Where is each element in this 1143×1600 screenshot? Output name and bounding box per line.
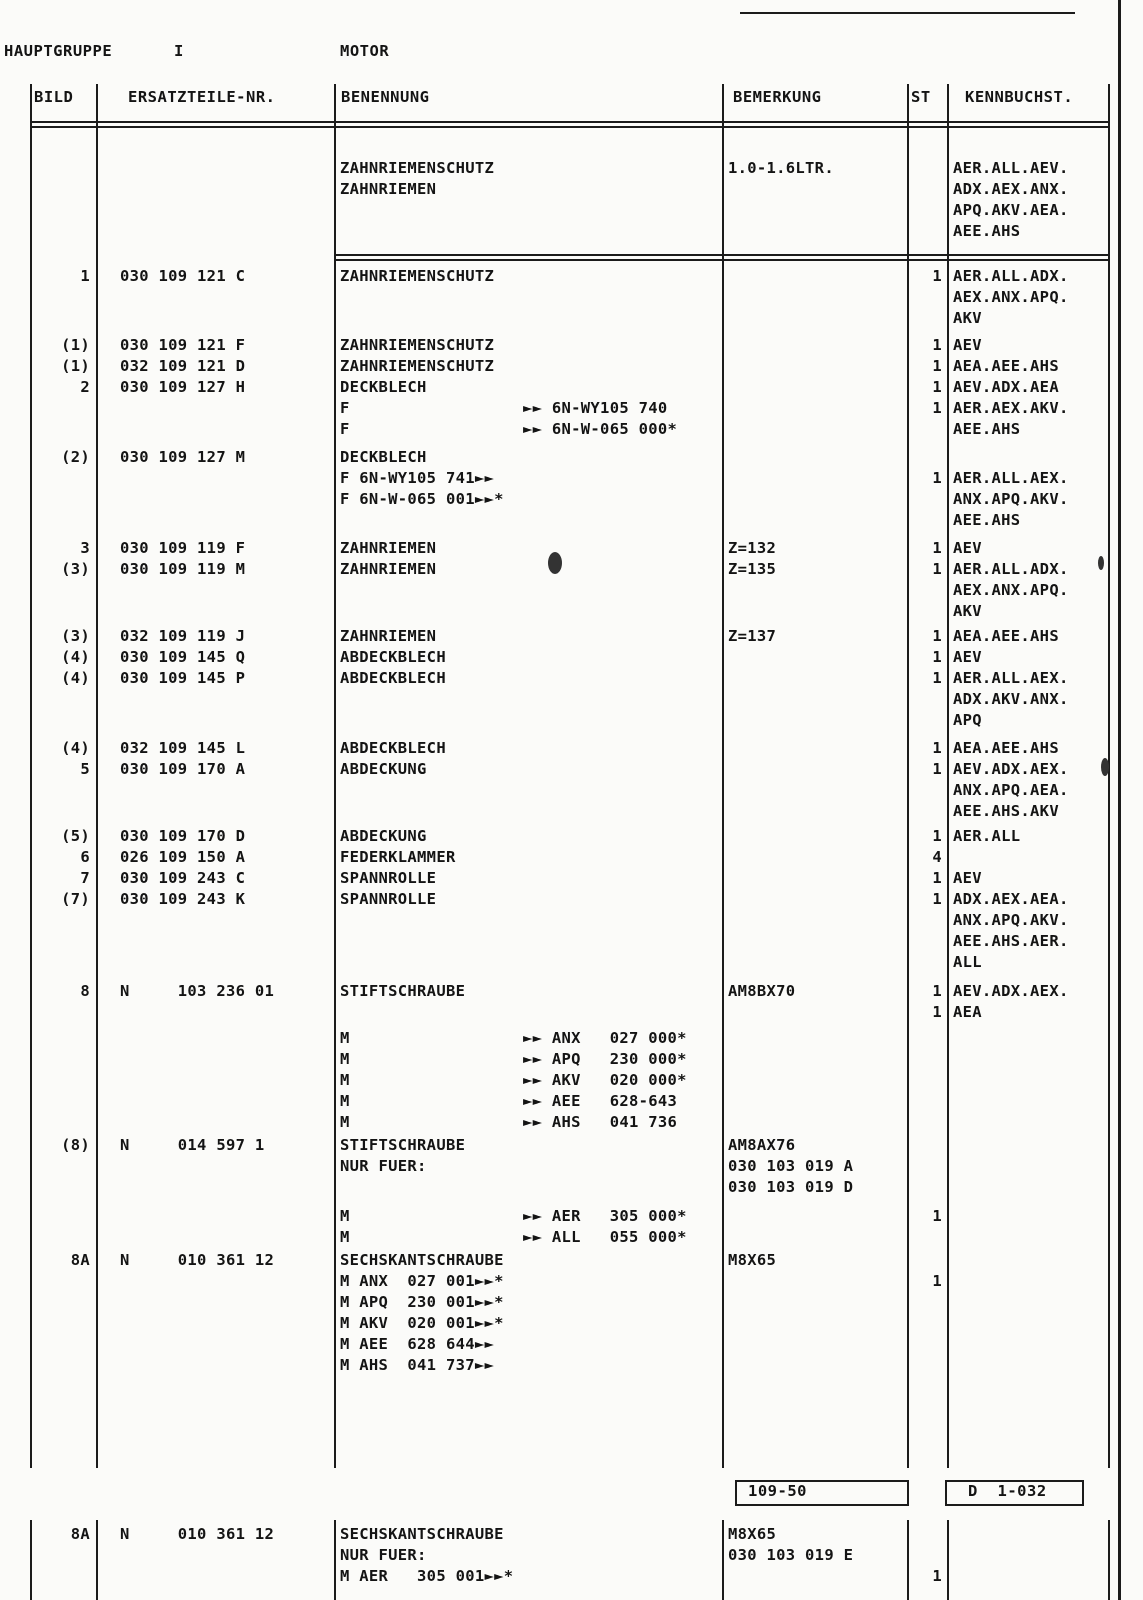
cell-st: 1 xyxy=(932,469,942,487)
cell-benennung: SECHSKANTSCHRAUBE M ANX 027 001►►* M APQ 230 001►►* M AKV 020 001►►* M AEE 628 644►► M AHS 041 737►► xyxy=(340,1251,504,1374)
cell-benennung: SPANNROLLE xyxy=(340,890,437,908)
bottom-col-line-left xyxy=(30,1520,32,1600)
cell-st: 4 xyxy=(932,848,942,866)
cell-bild: 3 xyxy=(80,539,90,557)
cell-part-number: 030 109 243 C xyxy=(120,869,246,887)
cell-bild: 8A xyxy=(70,1525,90,1543)
bottom-col-line-bild xyxy=(96,1520,98,1600)
cell-bild: 6 xyxy=(80,848,90,866)
cell-kennbuchst: AEA.AEE.AHS xyxy=(953,357,1059,375)
scan-speck xyxy=(1101,758,1109,776)
cell-part-number: N 010 361 12 xyxy=(120,1251,275,1269)
hauptgruppe-label: HAUPTGRUPPE xyxy=(4,42,113,60)
cell-part-number: 026 109 150 A xyxy=(120,848,246,866)
cell-bild: (7) xyxy=(61,890,90,908)
cell-benennung: ZAHNRIEMENSCHUTZ ZAHNRIEMEN xyxy=(340,159,495,198)
cell-st: 1 xyxy=(932,1567,942,1585)
cell-benennung: M ►► ANX 027 000* M ►► APQ 230 000* M ►► AKV 020 000* M ►► AEE 628-643 M ►► AHS 041 736 xyxy=(340,1029,687,1131)
cell-benennung: ZAHNRIEMENSCHUTZ xyxy=(340,357,495,375)
cell-bild: (3) xyxy=(61,627,90,645)
cell-bild: 7 xyxy=(80,869,90,887)
cell-part-number: 032 109 145 L xyxy=(120,739,246,757)
bottom-col-line-st xyxy=(947,1520,949,1600)
col-header-bild: BILD xyxy=(34,88,74,106)
cell-st: 1 xyxy=(932,336,942,354)
col-header-benennung: BENENNUNG xyxy=(341,88,430,106)
cell-st: 1 xyxy=(932,627,942,645)
cell-kennbuchst: AER.ALL.ADX. AEX.ANX.APQ. AKV xyxy=(953,560,1069,620)
footer-right-code: D 1-032 xyxy=(968,1482,1047,1500)
cell-part-number: 030 109 119 F xyxy=(120,539,246,557)
col-header-kennbuchst: KENNBUCHST. xyxy=(965,88,1074,106)
cell-bild: 8 xyxy=(80,982,90,1000)
cell-bild: 8A xyxy=(70,1251,90,1269)
col-header-st: ST xyxy=(911,88,931,106)
scan-speck xyxy=(1098,556,1104,570)
cell-benennung: SPANNROLLE xyxy=(340,869,437,887)
cell-benennung: STIFTSCHRAUBE xyxy=(340,982,466,1000)
cell-bild: 2 xyxy=(80,378,90,396)
bottom-col-line-right xyxy=(1108,1520,1110,1600)
col-line-bild xyxy=(96,84,98,1468)
cell-bild: (1) xyxy=(61,357,90,375)
cell-kennbuchst: AER.ALL.AEX. ANX.APQ.AKV. AEE.AHS xyxy=(953,469,1069,529)
cell-kennbuchst: AEV.ADX.AEA AER.AEX.AKV. AEE.AHS xyxy=(953,378,1069,438)
section-rule-1 xyxy=(334,254,1108,256)
col-line-nr xyxy=(334,84,336,1468)
cell-part-number: 032 109 119 J xyxy=(120,627,246,645)
cell-kennbuchst: AEV.ADX.AEX. ANX.APQ.AEA. AEE.AHS.AKV xyxy=(953,760,1069,820)
col-line-st xyxy=(947,84,949,1468)
col-line-right xyxy=(1108,84,1110,1468)
cell-benennung: DECKBLECH F ►► 6N-WY105 740 F ►► 6N-W-065 000* xyxy=(340,378,678,438)
top-rule xyxy=(740,12,1075,14)
col-line-bem xyxy=(907,84,909,1468)
cell-bemerkung: M8X65 xyxy=(728,1251,777,1269)
cell-kennbuchst: AER.ALL.AEX. ADX.AKV.ANX. APQ xyxy=(953,669,1069,729)
page-edge-right xyxy=(1118,0,1121,1600)
cell-kennbuchst: AEA.AEE.AHS xyxy=(953,739,1059,757)
cell-st: 1 xyxy=(932,739,942,757)
cell-benennung: ABDECKUNG xyxy=(340,760,427,778)
cell-bild: 5 xyxy=(80,760,90,778)
cell-part-number: N 014 597 1 xyxy=(120,1136,265,1154)
cell-part-number: 030 109 145 P xyxy=(120,669,246,687)
cell-benennung: ABDECKBLECH xyxy=(340,669,446,687)
cell-bemerkung: 1.0-1.6LTR. xyxy=(728,159,834,177)
cell-st: 1 xyxy=(932,539,942,557)
cell-bemerkung: AM8AX76 030 103 019 A 030 103 019 D xyxy=(728,1136,854,1196)
cell-st: 1 xyxy=(932,357,942,375)
cell-kennbuchst: AER.ALL.ADX. AEX.ANX.APQ. AKV xyxy=(953,267,1069,327)
cell-benennung: ABDECKBLECH xyxy=(340,648,446,666)
cell-part-number: 030 109 121 F xyxy=(120,336,246,354)
cell-bemerkung: Z=135 xyxy=(728,560,777,578)
cell-part-number: 030 109 145 Q xyxy=(120,648,246,666)
cell-part-number: 030 109 121 C xyxy=(120,267,246,285)
section-rule-2 xyxy=(334,259,1108,261)
cell-part-number: N 010 361 12 xyxy=(120,1525,275,1543)
cell-kennbuchst: ADX.AEX.AEA. ANX.APQ.AKV. AEE.AHS.AER. ALL xyxy=(953,890,1069,971)
cell-st: 1 xyxy=(932,760,942,778)
cell-benennung: ABDECKUNG xyxy=(340,827,427,845)
scan-speck xyxy=(548,552,562,574)
cell-benennung: ZAHNRIEMENSCHUTZ xyxy=(340,336,495,354)
cell-part-number: N 103 236 01 xyxy=(120,982,275,1000)
cell-st: 1 xyxy=(932,827,942,845)
cell-benennung: ZAHNRIEMEN xyxy=(340,560,437,578)
cell-st: 1 xyxy=(932,669,942,687)
cell-bild: (3) xyxy=(61,560,90,578)
cell-bild: (1) xyxy=(61,336,90,354)
cell-benennung: STIFTSCHRAUBE NUR FUER: xyxy=(340,1136,466,1175)
col-line-ben xyxy=(722,84,724,1468)
cell-st: 1 xyxy=(932,869,942,887)
cell-bild: 1 xyxy=(80,267,90,285)
cell-bild: (4) xyxy=(61,669,90,687)
cell-bemerkung: M8X65 030 103 019 E xyxy=(728,1525,854,1564)
footer-left-code: 109-50 xyxy=(748,1482,807,1500)
cell-part-number: 030 109 127 M xyxy=(120,448,246,466)
cell-part-number: 030 109 170 D xyxy=(120,827,246,845)
cell-benennung: DECKBLECH F 6N-WY105 741►► F 6N-W-065 001►►* xyxy=(340,448,504,508)
cell-st: 1 xyxy=(932,890,942,908)
cell-kennbuchst: AER.ALL.AEV. ADX.AEX.ANX. APQ.AKV.AEA. AEE.AHS xyxy=(953,159,1069,240)
hauptgruppe-number: I xyxy=(174,42,184,60)
cell-st: 1 xyxy=(932,1207,942,1225)
cell-kennbuchst: AEV xyxy=(953,648,982,666)
col-header-bemerkung: BEMERKUNG xyxy=(733,88,822,106)
cell-bemerkung: AM8BX70 xyxy=(728,982,796,1000)
col-line-left xyxy=(30,84,32,1468)
group-name: MOTOR xyxy=(340,42,390,60)
cell-kennbuchst: AER.ALL xyxy=(953,827,1021,845)
cell-st: 1 xyxy=(932,648,942,666)
cell-benennung: ZAHNRIEMEN xyxy=(340,539,437,557)
cell-part-number: 032 109 121 D xyxy=(120,357,246,375)
cell-bild: (8) xyxy=(61,1136,90,1154)
cell-st: 1 xyxy=(932,1272,942,1290)
cell-bemerkung: Z=132 xyxy=(728,539,777,557)
cell-kennbuchst: AEV xyxy=(953,869,982,887)
cell-part-number: 030 109 127 H xyxy=(120,378,246,396)
cell-bild: (2) xyxy=(61,448,90,466)
cell-st: 1 xyxy=(932,267,942,285)
cell-part-number: 030 109 119 M xyxy=(120,560,246,578)
bottom-col-line-bem xyxy=(907,1520,909,1600)
cell-bild: (5) xyxy=(61,827,90,845)
cell-part-number: 030 109 243 K xyxy=(120,890,246,908)
cell-benennung: ZAHNRIEMENSCHUTZ xyxy=(340,267,495,285)
cell-st: 1 xyxy=(932,560,942,578)
cell-benennung: FEDERKLAMMER xyxy=(340,848,456,866)
cell-kennbuchst: AEV.ADX.AEX. AEA xyxy=(953,982,1069,1021)
cell-kennbuchst: AEV xyxy=(953,539,982,557)
cell-benennung: ZAHNRIEMEN xyxy=(340,627,437,645)
cell-benennung: SECHSKANTSCHRAUBE NUR FUER: M AER 305 001►►* xyxy=(340,1525,514,1585)
cell-kennbuchst: AEA.AEE.AHS xyxy=(953,627,1059,645)
bottom-col-line-nr xyxy=(334,1520,336,1600)
col-header-ersatzteile: ERSATZTEILE-NR. xyxy=(128,88,276,106)
cell-part-number: 030 109 170 A xyxy=(120,760,246,778)
cell-benennung: M ►► AER 305 000* M ►► ALL 055 000* xyxy=(340,1207,687,1246)
cell-st: 1 1 xyxy=(932,982,942,1021)
bottom-col-line-ben xyxy=(722,1520,724,1600)
cell-bemerkung: Z=137 xyxy=(728,627,777,645)
cell-kennbuchst: AEV xyxy=(953,336,982,354)
cell-bild: (4) xyxy=(61,648,90,666)
cell-st: 1 1 xyxy=(932,378,942,417)
cell-benennung: ABDECKBLECH xyxy=(340,739,446,757)
cell-bild: (4) xyxy=(61,739,90,757)
